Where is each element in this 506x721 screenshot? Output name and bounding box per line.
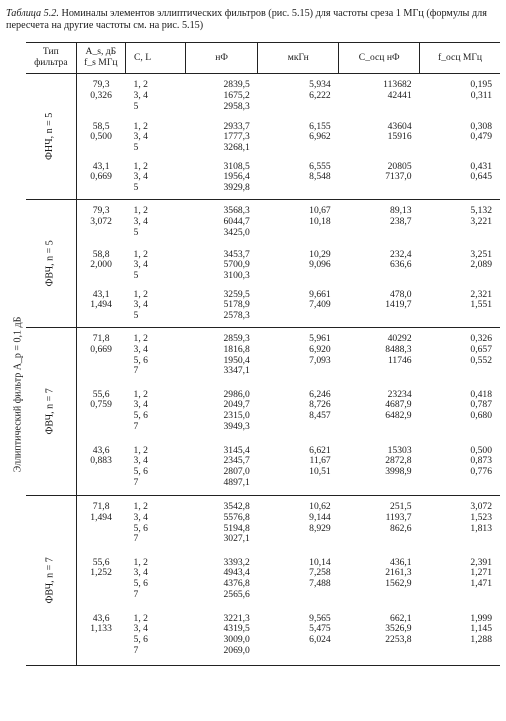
table-row [26, 440, 500, 496]
header-attn: A_s, дБ f_s МГц [76, 43, 125, 74]
cl-cell: 1, 2 3, 4 5, 6 7 [133, 388, 148, 432]
nf-cell: 3259,5 5178,9 2578,3 [185, 284, 257, 328]
fosc-cell: 0,326 0,657 0,552 [470, 333, 492, 366]
attn-cell: 55,6 1,252 [90, 556, 112, 579]
fosc-cell: 3,072 1,523 1,813 [470, 501, 492, 534]
cosc-cell: 436,1 2161,3 1562,9 [385, 556, 412, 590]
filter-table [26, 42, 500, 666]
fosc-cell: 5,132 3,221 [470, 205, 492, 227]
filter-type-cell [26, 200, 76, 328]
nf-cell: 2933,7 1777,3 3268,1 [223, 120, 250, 154]
table-row [26, 552, 500, 608]
attn-cell: 43,1 1,494 [76, 284, 125, 328]
fosc-cell: 0,418 0,787 0,680 [470, 388, 492, 422]
fosc-cell: 2,391 1,271 1,471 [470, 556, 492, 590]
uh-cell: 5,934 6,222 [309, 79, 331, 101]
table-row [26, 74, 500, 116]
nf-cell: 3221,3 4319,5 3009,0 2069,0 [185, 608, 257, 666]
table-row [26, 384, 500, 440]
nf-cell: 3453,7 5700,9 3100,3 [223, 248, 250, 282]
attn-cell: 43,1 0,669 [76, 156, 125, 200]
uh-cell: 6,155 6,962 [309, 120, 331, 143]
filter-type-label: ФВЧ, n = 7 [44, 388, 56, 435]
cl-cell: 1, 2 3, 4 5, 6 7 [126, 440, 186, 496]
uh-cell: 9,565 5,475 6,024 [258, 608, 339, 666]
uh-cell: 6,555 8,548 [258, 156, 339, 200]
nf-cell: 3393,2 4943,4 4376,8 2565,6 [223, 556, 250, 600]
header-cl: C, L [126, 43, 186, 74]
uh-cell: 10,29 9,096 [309, 248, 331, 271]
attn-cell: 79,3 3,072 [90, 205, 112, 227]
uh-cell: 10,14 7,258 7,488 [309, 556, 331, 590]
fosc-cell: 0,500 0,873 0,776 [420, 440, 500, 496]
table-row [26, 284, 500, 328]
uh-cell: 6,246 8,726 8,457 [309, 388, 331, 422]
nf-cell: 2859,3 1816,8 1950,4 3347,1 [223, 333, 250, 377]
attn-cell: 71,8 0,669 [90, 333, 112, 355]
uh-cell: 6,621 11,67 10,51 [258, 440, 339, 496]
uh-cell: 9,661 7,409 [258, 284, 339, 328]
header-uh: мкГн [258, 43, 339, 74]
table-row [26, 116, 500, 156]
nf-cell: 3145,4 2345,7 2807,0 4897,1 [185, 440, 257, 496]
cl-cell: 1, 2 3, 4 5, 6 7 [133, 556, 148, 600]
nf-cell: 3568,3 6044,7 3425,0 [223, 205, 250, 238]
filter-type-label: ФВЧ, n = 5 [44, 240, 56, 287]
cosc-cell: 478,0 1419,7 [339, 284, 420, 328]
cosc-cell: 662,1 3526,9 2253,8 [339, 608, 420, 666]
fosc-cell: 2,321 1,551 [420, 284, 500, 328]
cosc-cell: 232,4 636,6 [390, 248, 412, 271]
filter-type-label: ФВЧ, n = 7 [44, 557, 56, 604]
attn-cell: 43,6 1,133 [76, 608, 125, 666]
cosc-cell: 43604 15916 [387, 120, 412, 143]
header-row [26, 43, 500, 74]
cl-cell: 1, 2 3, 4 5, 6 7 [133, 501, 148, 545]
cosc-cell: 89,13 238,7 [390, 205, 412, 227]
cl-cell: 1, 2 3, 4 5 [126, 156, 186, 200]
table-row [26, 200, 500, 244]
cl-cell: 1, 2 3, 4 5 [133, 120, 148, 154]
caption-text: Номиналы элементов эллиптических фильтров (рис. 5.15) для частоты среза 1 МГц (формулы для пересчета на другие частоты см. на рис. 5.15) [6, 8, 487, 31]
cosc-cell: 40292 8488,3 11746 [385, 333, 412, 366]
cl-cell: 1, 2 3, 4 5 [133, 205, 148, 238]
fosc-cell: 0,431 0,645 [420, 156, 500, 200]
filter-type-cell [26, 496, 76, 666]
header-cosc: C_осц нФ [339, 43, 420, 74]
table-body [26, 74, 500, 666]
attn-cell: 58,5 0,500 [90, 120, 112, 143]
table-row [26, 608, 500, 666]
filter-type-cell [26, 74, 76, 200]
cl-cell: 1, 2 3, 4 5 [126, 284, 186, 328]
filter-type-cell [26, 328, 76, 496]
cl-cell: 1, 2 3, 4 5, 6 7 [126, 608, 186, 666]
fosc-cell: 0,308 0,479 [470, 120, 492, 143]
table-row [26, 496, 500, 552]
filter-type-label: ФНЧ, n = 5 [44, 112, 56, 161]
side-title: Эллиптический фильтр А_p = 0,1 дБ [12, 316, 24, 473]
fosc-cell: 0,195 0,311 [470, 79, 492, 101]
attn-cell: 79,3 0,326 [90, 79, 112, 101]
cl-cell: 1, 2 3, 4 5, 6 7 [133, 333, 148, 377]
table-row [26, 328, 500, 384]
cosc-cell: 251,5 1193,7 862,6 [385, 501, 412, 534]
cosc-cell: 113682 42441 [383, 79, 412, 101]
uh-cell: 10,67 10,18 [309, 205, 331, 227]
table-caption [6, 8, 502, 32]
header-fosc: f_осц МГц [420, 43, 500, 74]
table-row [26, 156, 500, 200]
cosc-cell: 15303 2872,8 3998,9 [339, 440, 420, 496]
header-type: Тип фильтра [26, 43, 76, 74]
attn-cell: 55,6 0,759 [90, 388, 112, 411]
attn-cell: 43,6 0,883 [76, 440, 125, 496]
nf-cell: 3108,5 1956,4 3929,8 [185, 156, 257, 200]
cl-cell: 1, 2 3, 4 5 [133, 248, 148, 282]
nf-cell: 3542,8 5576,8 5194,8 3027,1 [223, 501, 250, 545]
uh-cell: 5,961 6,920 7,093 [309, 333, 331, 366]
table-row [26, 244, 500, 284]
nf-cell: 2986,0 2049,7 2315,0 3949,3 [223, 388, 250, 432]
cosc-cell: 20805 7137,0 [339, 156, 420, 200]
uh-cell: 10,62 9,144 8,929 [309, 501, 331, 534]
attn-cell: 71,8 1,494 [90, 501, 112, 523]
cl-cell: 1, 2 3, 4 5 [133, 79, 148, 112]
caption-label: Таблица 5.2. [6, 8, 59, 19]
nf-cell: 2839,5 1675,2 2958,3 [223, 79, 250, 112]
fosc-cell: 1,999 1,145 1,288 [420, 608, 500, 666]
cosc-cell: 23234 4687,9 6482,9 [385, 388, 412, 422]
fosc-cell: 3,251 2,089 [470, 248, 492, 271]
attn-cell: 58,8 2,000 [90, 248, 112, 271]
header-nf: нФ [185, 43, 257, 74]
